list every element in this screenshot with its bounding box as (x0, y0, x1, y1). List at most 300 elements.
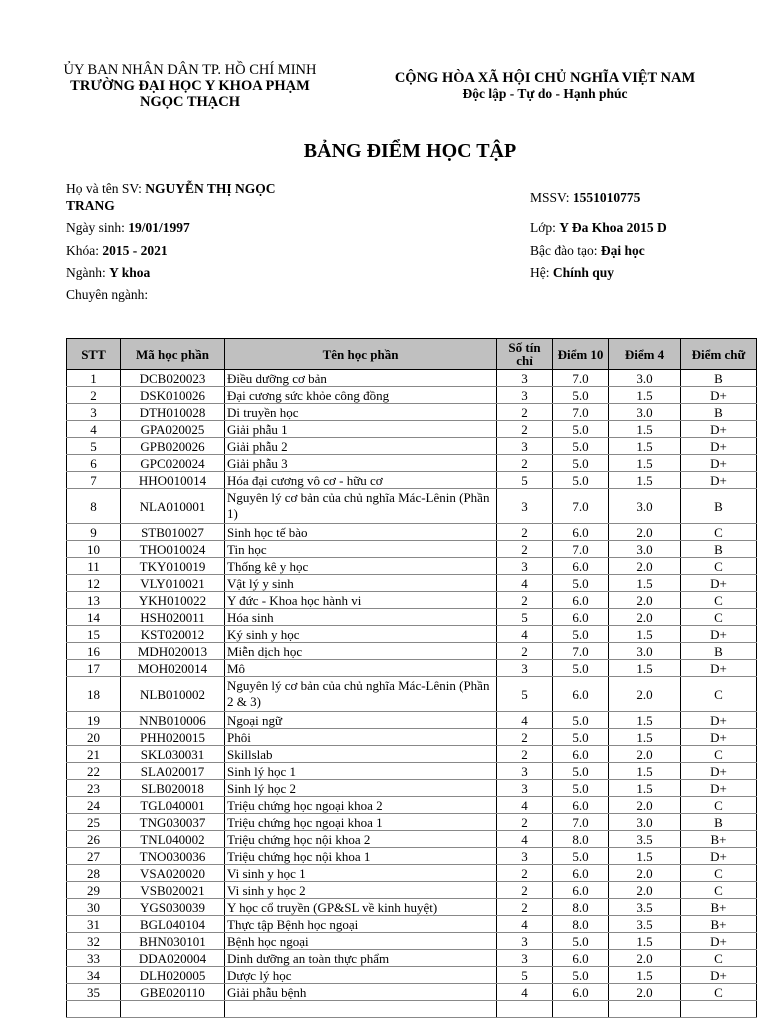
cell-credits: 5 (497, 677, 553, 712)
cell-course-code: TNO030036 (121, 848, 225, 865)
cell-credits: 4 (497, 712, 553, 729)
cell-stt: 26 (67, 831, 121, 848)
cell-score-10: 5.0 (553, 848, 609, 865)
cell-course-name: Ký sinh y học (225, 626, 497, 643)
student-name-label: Họ và tên SV: (66, 181, 142, 196)
header-score-10: Điểm 10 (553, 339, 609, 370)
student-name-field (66, 180, 316, 214)
cell-score-4: 1.5 (609, 626, 681, 643)
cell-score-10: 7.0 (553, 404, 609, 421)
cell-stt: 18 (67, 677, 121, 712)
class-field (530, 219, 667, 236)
cell-letter-grade: C (681, 984, 757, 1001)
cell-letter-grade: D+ (681, 660, 757, 677)
cell-stt: 7 (67, 472, 121, 489)
header-credits-line2: chỉ (516, 353, 533, 368)
table-row (67, 797, 757, 814)
cell-stt: 17 (67, 660, 121, 677)
cell-course-name: Vi sinh y học 1 (225, 865, 497, 882)
cell-course-name: Sinh lý học 1 (225, 763, 497, 780)
cell-course-name: Giải phẫu bệnh (225, 984, 497, 1001)
table-row (67, 865, 757, 882)
cell-credits: 2 (497, 421, 553, 438)
class-label: Lớp: (530, 220, 556, 235)
table-row (67, 882, 757, 899)
cell-letter-grade: D+ (681, 626, 757, 643)
cell-stt: 21 (67, 746, 121, 763)
cell-score-10: 6.0 (553, 524, 609, 541)
cell-course-code: NNB010006 (121, 712, 225, 729)
cell-course-name: Nguyên lý cơ bản của chủ nghĩa Mác-Lênin (Phần 1) (225, 489, 497, 524)
cell-course-code: VSB020021 (121, 882, 225, 899)
cell-stt (67, 1001, 121, 1018)
cell-course-code: TKY010019 (121, 558, 225, 575)
document-title: BẢNG ĐIỂM HỌC TẬP (303, 140, 517, 162)
cell-course-code: DCB020023 (121, 370, 225, 387)
cell-course-code: SKL030031 (121, 746, 225, 763)
cell-stt: 34 (67, 967, 121, 984)
cell-course-code: STB010027 (121, 524, 225, 541)
cell-credits: 4 (497, 626, 553, 643)
cell-credits: 2 (497, 746, 553, 763)
cell-letter-grade: C (681, 558, 757, 575)
cell-score-4: 1.5 (609, 729, 681, 746)
cell-letter-grade: D+ (681, 933, 757, 950)
cell-score-10: 5.0 (553, 575, 609, 592)
cell-letter-grade: D+ (681, 729, 757, 746)
cell-score-10: 5.0 (553, 626, 609, 643)
cell-course-code: TNL040002 (121, 831, 225, 848)
cell-score-10: 6.0 (553, 882, 609, 899)
cell-credits: 2 (497, 541, 553, 558)
cell-letter-grade: B+ (681, 899, 757, 916)
cell-letter-grade: B+ (681, 831, 757, 848)
cell-score-4: 1.5 (609, 967, 681, 984)
cell-letter-grade: D+ (681, 575, 757, 592)
cell-course-name: Triệu chứng học ngoại khoa 2 (225, 797, 497, 814)
cell-stt: 3 (67, 404, 121, 421)
table-row (67, 558, 757, 575)
cell-score-4: 1.5 (609, 455, 681, 472)
cell-course-code: YKH010022 (121, 592, 225, 609)
table-header-row (67, 339, 757, 370)
table-row (67, 729, 757, 746)
table-row (67, 626, 757, 643)
cell-course-code: HSH020011 (121, 609, 225, 626)
table-row (67, 1001, 757, 1018)
header-stt: STT (67, 339, 121, 370)
cell-letter-grade: C (681, 797, 757, 814)
cell-score-10: 6.0 (553, 558, 609, 575)
cell-credits: 2 (497, 524, 553, 541)
cell-course-code: DDA020004 (121, 950, 225, 967)
cell-course-name: Vi sinh y học 2 (225, 882, 497, 899)
cell-score-10: 8.0 (553, 831, 609, 848)
cell-course-name: Dinh dưỡng an toàn thực phẩm (225, 950, 497, 967)
cell-course-name: Bệnh học ngoại (225, 933, 497, 950)
table-row (67, 489, 757, 524)
student-name-value-line2: TRANG (66, 198, 115, 213)
cell-course-code: SLA020017 (121, 763, 225, 780)
cell-course-name: Thực tập Bệnh học ngoại (225, 916, 497, 933)
cell-letter-grade: B (681, 489, 757, 524)
cell-stt: 9 (67, 524, 121, 541)
table-row (67, 899, 757, 916)
cell-course-name: Hóa sinh (225, 609, 497, 626)
cell-course-name: Y học cổ truyền (GP&SL về kinh huyệt) (225, 899, 497, 916)
cell-credits: 4 (497, 797, 553, 814)
cell-stt: 24 (67, 797, 121, 814)
cell-score-10: 6.0 (553, 677, 609, 712)
cell-credits: 3 (497, 933, 553, 950)
cell-score-4: 1.5 (609, 421, 681, 438)
cell-course-code (121, 1001, 225, 1018)
table-row (67, 421, 757, 438)
table-row (67, 712, 757, 729)
table-row (67, 575, 757, 592)
cell-score-10: 6.0 (553, 609, 609, 626)
cell-credits: 2 (497, 899, 553, 916)
dob-label: Ngày sinh: (66, 220, 125, 235)
cell-stt: 23 (67, 780, 121, 797)
cell-course-name: Sinh lý học 2 (225, 780, 497, 797)
cell-course-code: PHH020015 (121, 729, 225, 746)
issuer-committee: ỦY BAN NHÂN DÂN TP. HỒ CHÍ MINH (63, 62, 317, 78)
table-row (67, 404, 757, 421)
cell-course-code: MOH020014 (121, 660, 225, 677)
cell-credits: 3 (497, 950, 553, 967)
cell-course-name: Tin học (225, 541, 497, 558)
cell-course-code: DTH010028 (121, 404, 225, 421)
level-field (530, 242, 645, 259)
cell-score-10: 6.0 (553, 592, 609, 609)
cell-course-name: Y đức - Khoa học hành vi (225, 592, 497, 609)
cell-credits: 2 (497, 455, 553, 472)
table-row (67, 848, 757, 865)
cell-stt: 31 (67, 916, 121, 933)
cell-course-code: YGS030039 (121, 899, 225, 916)
cell-score-10: 5.0 (553, 729, 609, 746)
cell-score-4: 1.5 (609, 848, 681, 865)
cell-score-10 (553, 1001, 609, 1018)
cell-letter-grade: D+ (681, 848, 757, 865)
cell-stt: 4 (67, 421, 121, 438)
cell-course-code: MDH020013 (121, 643, 225, 660)
major-value: Y khoa (109, 265, 151, 280)
header-course-code: Mã học phần (121, 339, 225, 370)
table-row (67, 438, 757, 455)
cell-stt: 35 (67, 984, 121, 1001)
major-field (66, 264, 150, 281)
cell-score-10: 6.0 (553, 984, 609, 1001)
table-row (67, 950, 757, 967)
header-credits-line1: Số tín (508, 340, 541, 355)
major-label: Ngành: (66, 265, 106, 280)
cell-credits: 2 (497, 814, 553, 831)
table-row (67, 660, 757, 677)
cell-stt: 11 (67, 558, 121, 575)
cell-credits: 3 (497, 489, 553, 524)
cell-score-4: 3.0 (609, 370, 681, 387)
cell-course-code: DSK010026 (121, 387, 225, 404)
cell-score-4: 3.0 (609, 643, 681, 660)
cell-credits: 3 (497, 387, 553, 404)
cell-credits: 3 (497, 660, 553, 677)
cell-score-10: 5.0 (553, 387, 609, 404)
system-field (530, 264, 614, 281)
cell-stt: 16 (67, 643, 121, 660)
cell-credits: 2 (497, 643, 553, 660)
cell-score-10: 5.0 (553, 421, 609, 438)
table-row (67, 472, 757, 489)
cell-score-4: 3.0 (609, 541, 681, 558)
cell-course-name: Skillslab (225, 746, 497, 763)
table-row (67, 677, 757, 712)
cell-letter-grade: D+ (681, 967, 757, 984)
cell-course-code: SLB020018 (121, 780, 225, 797)
cell-stt: 10 (67, 541, 121, 558)
cell-course-code: GPA020025 (121, 421, 225, 438)
cell-credits: 5 (497, 967, 553, 984)
cell-letter-grade: D+ (681, 712, 757, 729)
specialty-field (66, 286, 148, 303)
table-row (67, 524, 757, 541)
cell-letter-grade: D+ (681, 421, 757, 438)
cell-letter-grade: D+ (681, 455, 757, 472)
cell-course-name: Vật lý y sinh (225, 575, 497, 592)
course-label: Khóa: (66, 243, 99, 258)
cell-course-name: Sinh học tế bào (225, 524, 497, 541)
table-row (67, 814, 757, 831)
cell-credits: 4 (497, 575, 553, 592)
cell-stt: 25 (67, 814, 121, 831)
cell-stt: 15 (67, 626, 121, 643)
cell-course-code: BHN030101 (121, 933, 225, 950)
dob-field (66, 219, 190, 236)
cell-stt: 6 (67, 455, 121, 472)
cell-score-10: 6.0 (553, 865, 609, 882)
cell-stt: 13 (67, 592, 121, 609)
header-letter-grade: Điểm chữ (681, 339, 757, 370)
cell-course-name: Thống kê y học (225, 558, 497, 575)
cell-letter-grade: B (681, 643, 757, 660)
level-value: Đại học (600, 243, 645, 258)
cell-course-name: Giải phẫu 2 (225, 438, 497, 455)
cell-course-name: Hóa đại cương vô cơ - hữu cơ (225, 472, 497, 489)
cell-score-4: 2.0 (609, 865, 681, 882)
cell-course-name: Mô (225, 660, 497, 677)
cell-letter-grade: C (681, 592, 757, 609)
cell-stt: 32 (67, 933, 121, 950)
cell-course-code: TGL040001 (121, 797, 225, 814)
cell-course-name: Dược lý học (225, 967, 497, 984)
cell-course-name: Di truyền học (225, 404, 497, 421)
cell-course-code: KST020012 (121, 626, 225, 643)
cell-stt: 5 (67, 438, 121, 455)
cell-course-name: Phôi (225, 729, 497, 746)
cell-credits: 4 (497, 831, 553, 848)
cell-score-4: 1.5 (609, 575, 681, 592)
table-row (67, 831, 757, 848)
table-row (67, 609, 757, 626)
cell-credits: 4 (497, 984, 553, 1001)
cell-credits: 5 (497, 609, 553, 626)
level-label: Bậc đào tạo: (530, 243, 598, 258)
cell-course-name: Điều dưỡng cơ bản (225, 370, 497, 387)
cell-score-4: 1.5 (609, 387, 681, 404)
cell-course-code: VLY010021 (121, 575, 225, 592)
cell-course-code: DLH020005 (121, 967, 225, 984)
cell-score-4: 2.0 (609, 950, 681, 967)
cell-score-4: 1.5 (609, 438, 681, 455)
student-name-value-line1: NGUYỄN THỊ NGỌC (145, 181, 276, 196)
cell-letter-grade: B (681, 541, 757, 558)
table-row (67, 387, 757, 404)
cell-letter-grade: B (681, 404, 757, 421)
national-motto: Độc lập - Tự do - Hạnh phúc (462, 86, 628, 101)
mssv-field (530, 189, 640, 206)
cell-letter-grade (681, 1001, 757, 1018)
cell-credits: 3 (497, 438, 553, 455)
cell-stt: 12 (67, 575, 121, 592)
cell-stt: 28 (67, 865, 121, 882)
cell-course-code: NLA010001 (121, 489, 225, 524)
cell-stt: 27 (67, 848, 121, 865)
mssv-label: MSSV: (530, 190, 570, 205)
system-label: Hệ: (530, 265, 550, 280)
cell-credits: 2 (497, 865, 553, 882)
cell-stt: 1 (67, 370, 121, 387)
cell-score-4: 2.0 (609, 592, 681, 609)
cell-course-code: VSA020020 (121, 865, 225, 882)
cell-score-4: 2.0 (609, 984, 681, 1001)
cell-letter-grade: B (681, 370, 757, 387)
cell-course-name: Triệu chứng học ngoại khoa 1 (225, 814, 497, 831)
table-row (67, 984, 757, 1001)
cell-stt: 19 (67, 712, 121, 729)
mssv-value: 1551010775 (572, 190, 641, 205)
cell-course-name: Giải phẫu 1 (225, 421, 497, 438)
cell-letter-grade: C (681, 882, 757, 899)
cell-score-4: 2.0 (609, 882, 681, 899)
cell-credits: 2 (497, 404, 553, 421)
cell-credits: 4 (497, 916, 553, 933)
table-row (67, 967, 757, 984)
cell-credits: 5 (497, 472, 553, 489)
cell-stt: 29 (67, 882, 121, 899)
header-credits (497, 339, 553, 370)
cell-score-10: 5.0 (553, 455, 609, 472)
cell-score-10: 7.0 (553, 370, 609, 387)
cell-credits: 3 (497, 558, 553, 575)
cell-credits: 2 (497, 729, 553, 746)
cell-score-10: 5.0 (553, 780, 609, 797)
cell-score-10: 7.0 (553, 541, 609, 558)
cell-letter-grade: C (681, 865, 757, 882)
cell-score-4: 3.5 (609, 831, 681, 848)
cell-letter-grade: B (681, 814, 757, 831)
cell-letter-grade: D+ (681, 780, 757, 797)
system-value: Chính quy (552, 265, 615, 280)
cell-score-10: 8.0 (553, 899, 609, 916)
cell-score-4: 1.5 (609, 712, 681, 729)
table-row (67, 370, 757, 387)
cell-letter-grade: D+ (681, 472, 757, 489)
table-row (67, 592, 757, 609)
table-row (67, 746, 757, 763)
cell-stt: 22 (67, 763, 121, 780)
cell-score-10: 5.0 (553, 660, 609, 677)
cell-stt: 20 (67, 729, 121, 746)
cell-stt: 33 (67, 950, 121, 967)
cell-score-4: 3.0 (609, 814, 681, 831)
header-course-name: Tên học phần (225, 339, 497, 370)
table-row (67, 541, 757, 558)
cell-course-name: Ngoại ngữ (225, 712, 497, 729)
cell-score-10: 5.0 (553, 472, 609, 489)
cell-course-name (225, 1001, 497, 1018)
cell-score-4: 1.5 (609, 933, 681, 950)
specialty-label: Chuyên ngành: (66, 287, 149, 302)
cell-stt: 2 (67, 387, 121, 404)
table-row (67, 455, 757, 472)
cell-score-10: 7.0 (553, 489, 609, 524)
cell-score-10: 5.0 (553, 438, 609, 455)
cell-score-4: 3.5 (609, 899, 681, 916)
cell-course-name: Đại cương sức khỏe công đồng (225, 387, 497, 404)
cell-course-name: Giải phẫu 3 (225, 455, 497, 472)
cell-score-4: 2.0 (609, 797, 681, 814)
cell-credits: 2 (497, 592, 553, 609)
cell-score-4: 2.0 (609, 677, 681, 712)
cell-score-4: 2.0 (609, 746, 681, 763)
cell-letter-grade: D+ (681, 438, 757, 455)
cell-score-10: 7.0 (553, 643, 609, 660)
cell-course-code: NLB010002 (121, 677, 225, 712)
cell-credits: 3 (497, 763, 553, 780)
issuer-block (50, 62, 330, 110)
table-row (67, 916, 757, 933)
cell-course-code: GPC020024 (121, 455, 225, 472)
cell-score-10: 6.0 (553, 797, 609, 814)
cell-score-4: 2.0 (609, 524, 681, 541)
table-row (67, 763, 757, 780)
grades-table (66, 338, 757, 1018)
cell-course-code: TNG030037 (121, 814, 225, 831)
cell-course-name: Triệu chứng học nội khoa 2 (225, 831, 497, 848)
grades-table-body (67, 370, 757, 1018)
cell-score-10: 5.0 (553, 933, 609, 950)
cell-letter-grade: C (681, 950, 757, 967)
cell-letter-grade: B+ (681, 916, 757, 933)
course-field (66, 242, 168, 259)
cell-letter-grade: C (681, 524, 757, 541)
cell-credits: 3 (497, 848, 553, 865)
cell-letter-grade: D+ (681, 387, 757, 404)
cell-score-10: 6.0 (553, 746, 609, 763)
cell-score-10: 5.0 (553, 763, 609, 780)
cell-score-10: 6.0 (553, 950, 609, 967)
cell-score-10: 5.0 (553, 967, 609, 984)
cell-course-name: Triệu chứng học nội khoa 1 (225, 848, 497, 865)
cell-credits (497, 1001, 553, 1018)
cell-course-code: THO010024 (121, 541, 225, 558)
cell-course-name: Miễn dịch học (225, 643, 497, 660)
cell-score-4: 2.0 (609, 558, 681, 575)
table-row (67, 933, 757, 950)
cell-course-code: BGL040104 (121, 916, 225, 933)
cell-score-4: 1.5 (609, 780, 681, 797)
